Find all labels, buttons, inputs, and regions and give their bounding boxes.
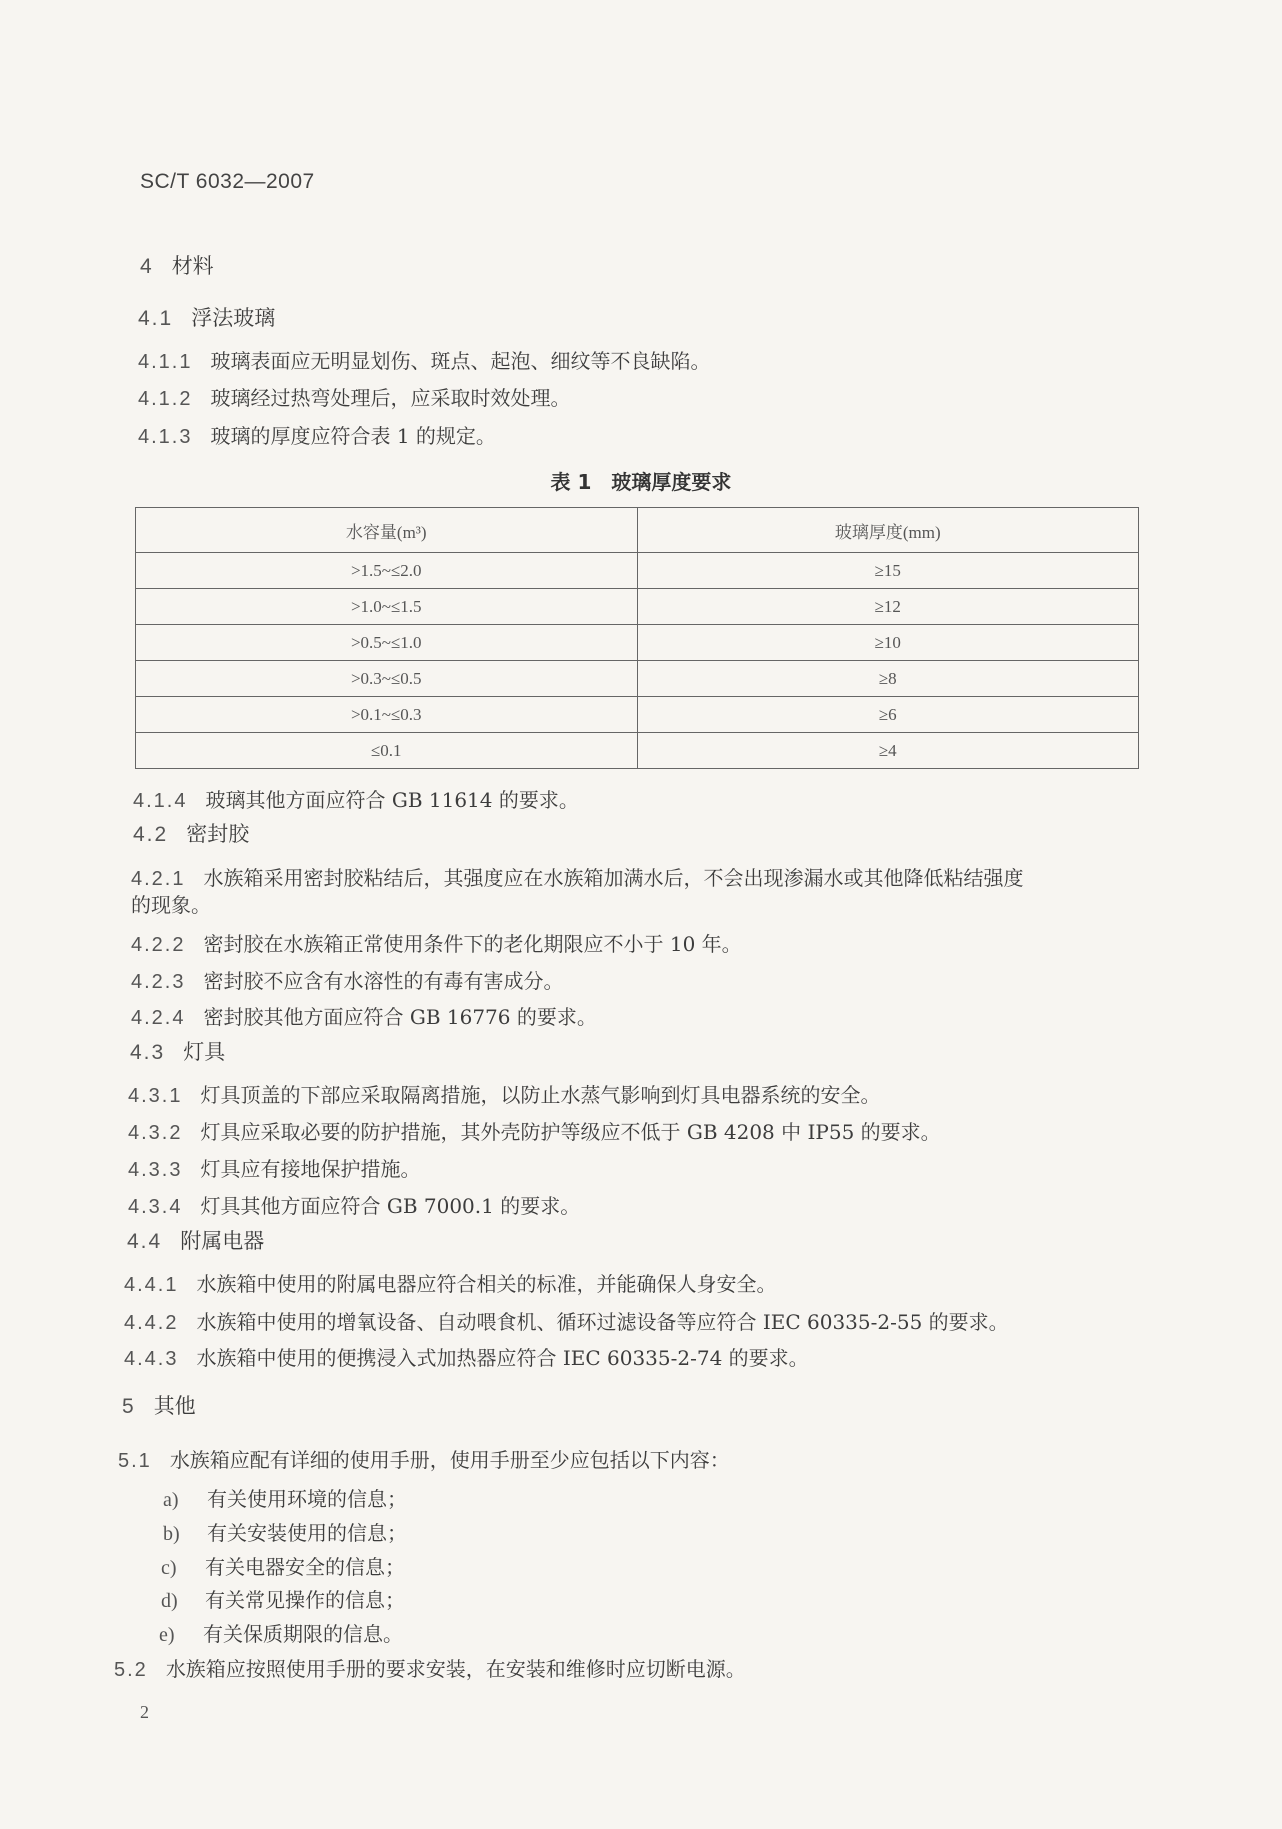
clause-number: 4.4.1 [124,1274,179,1296]
clause-text: 水族箱采用密封胶粘结后，其强度应在水族箱加满水后，不会出现渗漏水或其他降低粘结强度 [203,866,1024,890]
clause-text: 水族箱应按照使用手册的要求安装，在安装和维修时应切断电源。 [165,1657,746,1681]
section-number: 4.4 [127,1230,163,1253]
list-text: 有关使用环境的信息； [207,1487,407,1511]
section-title: 材料 [171,254,214,278]
clause-number: 4.4.3 [124,1348,179,1370]
clause-text: 密封胶不应含有水溶性的有毒有害成分。 [203,969,564,993]
table-cell: ≥6 [637,697,1139,733]
clause-4-1-4 [133,788,579,813]
list-text: 有关常见操作的信息； [205,1588,405,1612]
table-cell: >0.5~≤1.0 [136,625,638,661]
section-4-heading [140,254,214,279]
clause-text: 水族箱应配有详细的使用手册，使用手册至少应包括以下内容： [169,1448,730,1472]
table-cell: ≥4 [637,733,1139,769]
document-code-header: SC/T 6032—2007 [140,170,315,193]
clause-number: 4.3.4 [128,1196,183,1218]
table-row [136,697,1139,733]
clause-text: 灯具应采取必要的防护措施，其外壳防护等级应不低于 GB 4208 中 IP55 的要求。 [200,1120,941,1144]
clause-4-2-1-continuation: 的现象。 [131,893,211,917]
clause-text: 灯具应有接地保护措施。 [200,1157,421,1181]
clause-number: 4.2.2 [131,934,186,956]
section-4-4-heading [127,1229,264,1254]
list-text: 有关电器安全的信息； [205,1555,405,1579]
clause-text: 灯具顶盖的下部应采取隔离措施，以防止水蒸气影响到灯具电器系统的安全。 [200,1083,881,1107]
clause-4-1-2 [138,386,570,411]
table-row [136,733,1139,769]
clause-number: 4.3.3 [128,1159,183,1181]
clause-4-4-2 [124,1310,1009,1335]
list-item [159,1618,403,1647]
clause-text: 玻璃其他方面应符合 GB 11614 的要求。 [205,788,579,812]
table-row [136,661,1139,697]
section-number: 4.2 [133,823,169,846]
list-item [161,1584,405,1613]
table-header-row [136,508,1139,553]
section-4-2-heading [133,822,249,847]
clause-number: 4.1.2 [138,388,193,410]
table-cell: >0.3~≤0.5 [136,661,638,697]
clause-number: 4.4.2 [124,1312,179,1334]
table-cell: ≥10 [637,625,1139,661]
section-number: 5 [122,1395,136,1418]
table-row [136,589,1139,625]
section-4-3-heading [130,1040,225,1065]
clause-4-2-2 [131,932,742,957]
clause-4-1-3 [138,424,496,449]
clause-4-2-4 [131,1005,597,1030]
table-cell: >0.1~≤0.3 [136,697,638,733]
list-text: 有关保质期限的信息。 [203,1622,403,1646]
section-title: 浮法玻璃 [191,306,276,330]
section-title: 其他 [153,1394,196,1418]
table-row [136,625,1139,661]
clause-number: 4.3.1 [128,1085,183,1107]
clause-4-3-3 [128,1157,420,1182]
clause-5-2 [114,1657,746,1682]
list-label: b) [163,1523,180,1545]
list-item [163,1517,407,1546]
section-title: 密封胶 [186,822,250,846]
list-label: a) [163,1489,179,1511]
clause-text: 水族箱中使用的便携浸入式加热器应符合 IEC 60335-2-74 的要求。 [196,1346,809,1370]
clause-4-3-1 [128,1083,880,1108]
glass-thickness-table [135,507,1139,769]
clause-4-1-1 [138,349,710,374]
list-item [161,1551,405,1580]
clause-text: 玻璃表面应无明显划伤、斑点、起泡、细纹等不良缺陷。 [210,349,711,373]
section-number: 4.1 [138,307,174,330]
clause-number: 4.2.4 [131,1007,186,1029]
clause-text: 密封胶其他方面应符合 GB 16776 的要求。 [203,1005,597,1029]
clause-4-3-4 [128,1194,580,1219]
clause-number: 5.2 [114,1659,148,1681]
column-header-glass-thickness: 玻璃厚度(mm) [637,508,1139,553]
table-cell: ≤0.1 [136,733,638,769]
table-cell: >1.0~≤1.5 [136,589,638,625]
list-label: c) [161,1557,177,1579]
list-label: e) [159,1624,175,1646]
table-cell: ≥12 [637,589,1139,625]
clause-number: 4.3.2 [128,1122,183,1144]
list-item [163,1483,407,1512]
clause-number: 4.1.1 [138,351,193,373]
section-number: 4.3 [130,1041,166,1064]
clause-number: 4.2.1 [131,868,186,890]
section-number: 4 [140,255,154,278]
table-cell: >1.5~≤2.0 [136,553,638,589]
clause-text: 灯具其他方面应符合 GB 7000.1 的要求。 [200,1194,581,1218]
list-text: 有关安装使用的信息； [207,1521,407,1545]
list-label: d) [161,1590,178,1612]
clause-text: 水族箱中使用的增氧设备、自动喂食机、循环过滤设备等应符合 IEC 60335-2-55 的要求。 [196,1310,1009,1334]
clause-5-1 [118,1448,730,1473]
clause-number: 4.1.4 [133,790,188,812]
section-5-heading [122,1394,196,1419]
table-caption: 表 1 玻璃厚度要求 [550,470,732,494]
clause-text: 密封胶在水族箱正常使用条件下的老化期限应不小于 10 年。 [203,932,742,956]
section-title: 灯具 [183,1040,226,1064]
clause-number: 5.1 [118,1450,152,1472]
table-cell: ≥8 [637,661,1139,697]
clause-text: 玻璃的厚度应符合表 1 的规定。 [210,424,496,448]
clause-number: 4.1.3 [138,426,193,448]
clause-4-3-2 [128,1120,941,1145]
table-row [136,553,1139,589]
clause-4-4-1 [124,1272,776,1297]
table-cell: ≥15 [637,553,1139,589]
clause-number: 4.2.3 [131,971,186,993]
section-4-1-heading [138,306,275,331]
section-title: 附属电器 [180,1229,265,1253]
clause-text: 玻璃经过热弯处理后，应采取时效处理。 [210,386,571,410]
clause-4-2-3 [131,969,563,994]
clause-4-2-1 [131,866,1023,891]
clause-text: 水族箱中使用的附属电器应符合相关的标准，并能确保人身安全。 [196,1272,777,1296]
column-header-water-capacity: 水容量(m³) [136,508,638,553]
page-number: 2 [140,1702,149,1722]
clause-4-4-3 [124,1346,809,1371]
